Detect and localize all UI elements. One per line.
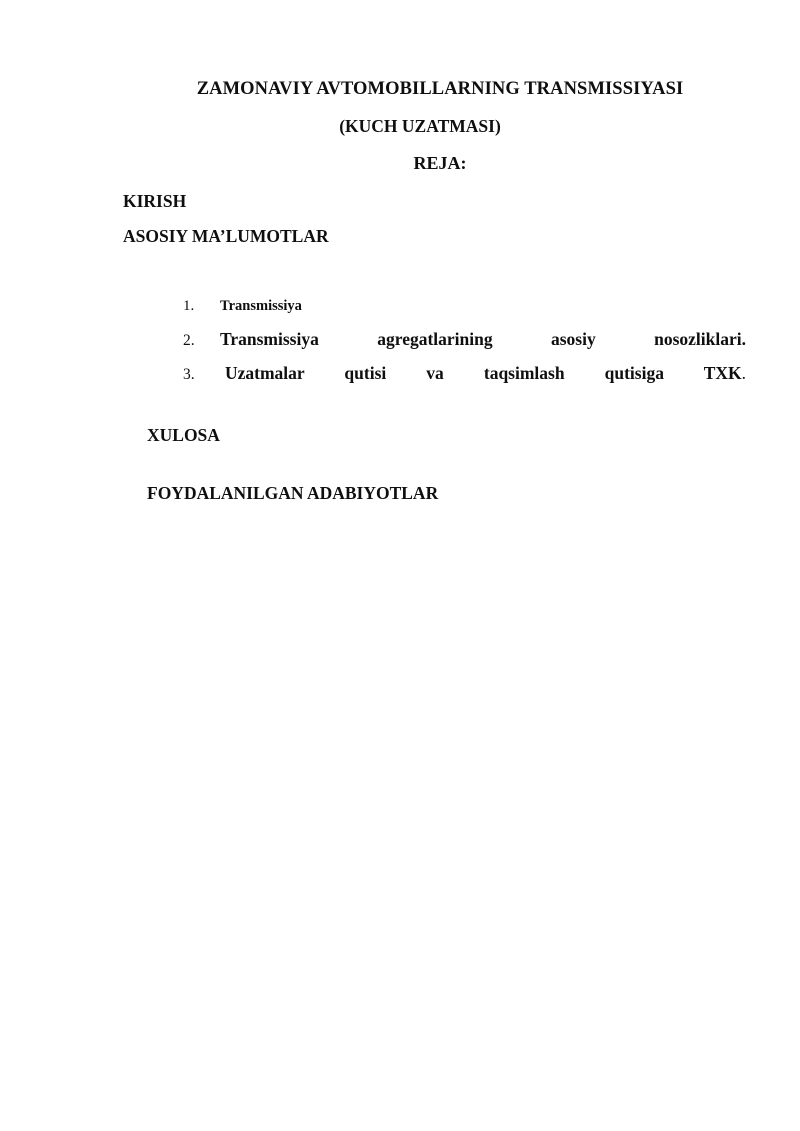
list-item-number: 2. [183, 332, 195, 349]
list-item-trailing-period: . [741, 363, 746, 383]
list-item [183, 297, 746, 316]
list-item-text: Transmissiya agregatlarining asosiy nosozliklari. [220, 329, 746, 349]
plan-list [183, 297, 746, 389]
document-subtitle: (KUCH UZATMASI) [339, 116, 501, 136]
list-item [183, 324, 746, 355]
list-item-text-body: Uzatmalar qutisi va taqsimlash qutisiga TXK [225, 363, 742, 383]
heading-introduction: KIRISH [123, 191, 187, 211]
list-item [183, 358, 746, 389]
heading-main-information: ASOSIY MA’LUMOTLAR [123, 226, 329, 246]
document-title: ZAMONAVIY AVTOMOBILLARNING TRANSMISSIYASI [196, 79, 684, 99]
heading-conclusion: XULOSA [147, 425, 220, 445]
heading-references: FOYDALANILGAN ADABIYOTLAR [147, 483, 439, 503]
list-item-number: 3. [183, 366, 195, 383]
list-item-text: Transmissiya [220, 298, 302, 314]
title-block [0, 74, 800, 179]
list-item-number: 1. [183, 298, 195, 314]
plan-label: REJA: [413, 153, 467, 173]
list-item-text [220, 358, 746, 389]
